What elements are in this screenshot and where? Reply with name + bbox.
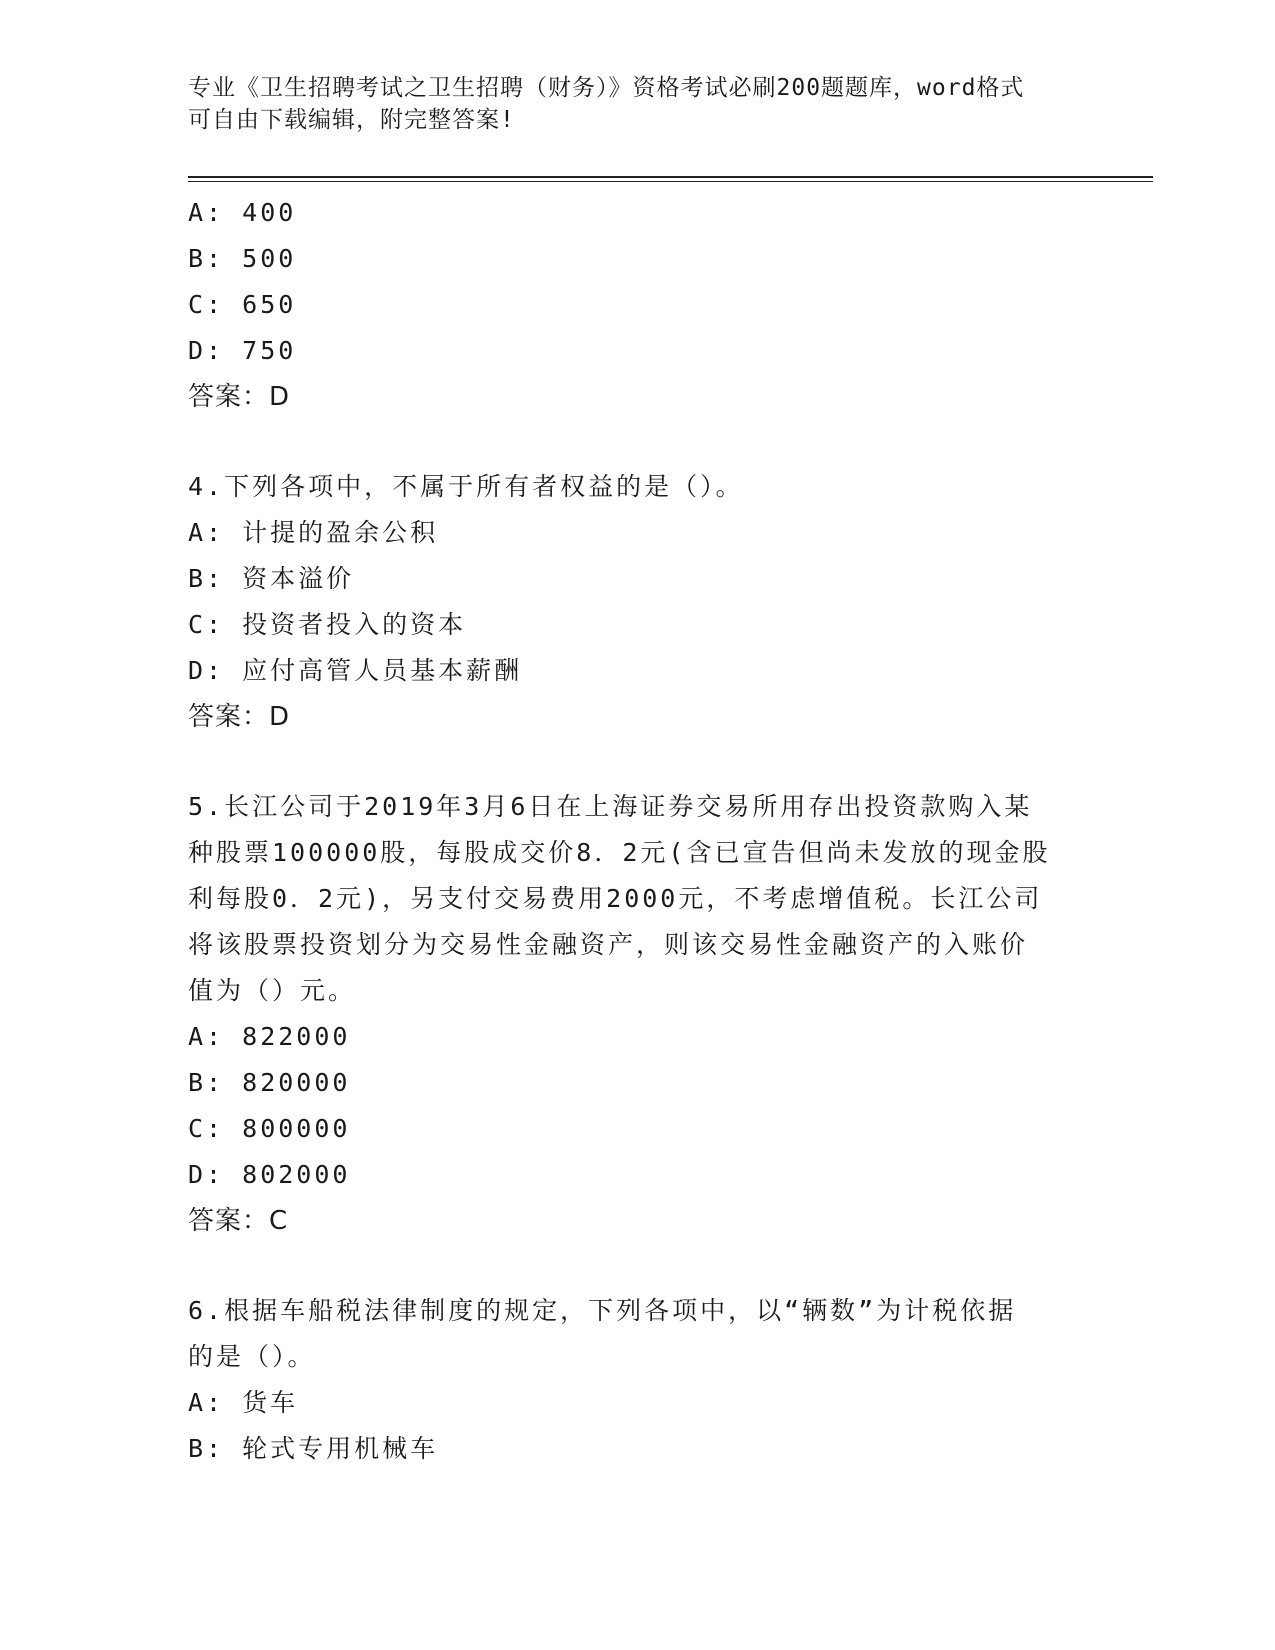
question-3 <box>188 190 1068 420</box>
option-d: D: 750 <box>188 336 297 365</box>
question-6 <box>188 1288 1068 1472</box>
option-a: A: 货车 <box>188 1388 299 1417</box>
option-c: C: 800000 <box>188 1114 351 1143</box>
option-c: C: 650 <box>188 290 297 319</box>
question-4 <box>188 464 1068 740</box>
header-title-line-2: 可自由下载编辑，附完整答案! <box>188 107 515 133</box>
question-stem-line: 利每股0．2元)，另支付交易费用2000元，不考虑增值税。长江公司 <box>188 884 1043 913</box>
question-stem: 4.下列各项中，不属于所有者权益的是（）。 <box>188 472 744 501</box>
question-stem-line: 值为（）元。 <box>188 976 357 1005</box>
answer-label: 答案：D <box>188 702 291 732</box>
spacer <box>188 420 1068 464</box>
option-b: B: 轮式专用机械车 <box>188 1434 439 1463</box>
option-d: D: 802000 <box>188 1160 351 1189</box>
document-header <box>188 72 1068 136</box>
header-title-line-1: 专业《卫生招聘考试之卫生招聘（财务）》资格考试必刷200题题库，word格式 <box>188 75 1025 101</box>
answer-label: 答案：D <box>188 382 291 412</box>
option-d: D: 应付高管人员基本薪酬 <box>188 656 523 685</box>
option-a: A: 400 <box>188 198 297 227</box>
question-stem-line: 的是（）。 <box>188 1342 316 1371</box>
question-stem-line: 种股票100000股，每股成交价8．2元(含已宣告但尚未发放的现金股 <box>188 838 1051 867</box>
option-a: A: 822000 <box>188 1022 351 1051</box>
question-5 <box>188 784 1068 1244</box>
header-divider-thick <box>188 176 1153 178</box>
answer-label: 答案：C <box>188 1206 289 1236</box>
header-divider-thin <box>188 181 1153 182</box>
option-b: B: 资本溢价 <box>188 564 355 593</box>
option-b: B: 820000 <box>188 1068 351 1097</box>
question-stem-line: 6.根据车船税法律制度的规定，下列各项中，以“辆数”为计税依据 <box>188 1296 1017 1325</box>
question-list <box>188 190 1068 1472</box>
spacer <box>188 740 1068 784</box>
spacer <box>188 1244 1068 1288</box>
question-stem-line: 5.长江公司于2019年3月6日在上海证券交易所用存出投资款购入某 <box>188 792 1033 821</box>
option-c: C: 投资者投入的资本 <box>188 610 467 639</box>
option-b: B: 500 <box>188 244 297 273</box>
option-a: A: 计提的盈余公积 <box>188 518 439 547</box>
question-stem-line: 将该股票投资划分为交易性金融资产，则该交易性金融资产的入账价 <box>188 930 1029 959</box>
